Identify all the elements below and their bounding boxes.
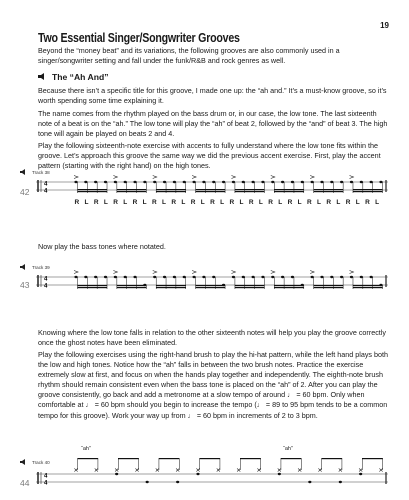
accent-mark: [231, 271, 235, 274]
sticking-letter: L: [375, 199, 380, 206]
note-beam: [274, 285, 304, 286]
sticking-row: [72, 199, 382, 209]
note-beam: [281, 458, 301, 459]
sticking-letter: L: [239, 199, 244, 206]
note-beam: [78, 285, 108, 286]
notation-staff-44: [36, 452, 388, 488]
note-head: [133, 181, 136, 183]
note-head: [330, 276, 333, 278]
note-head: [320, 276, 323, 278]
accent-mark: [113, 271, 117, 274]
note-head: [202, 276, 205, 278]
hihat-note: [115, 468, 118, 471]
section-title: The “Ah And”: [52, 72, 109, 82]
hihat-note: [379, 468, 382, 471]
note-beam: [117, 287, 147, 288]
note-head: [379, 181, 382, 183]
note-beam: [78, 287, 108, 288]
sticking-letter: R: [113, 199, 118, 206]
sticking-letter: R: [287, 199, 293, 206]
note-beam: [322, 458, 342, 459]
note-beam: [156, 285, 186, 286]
note-head: [360, 181, 363, 183]
note-beam: [196, 189, 226, 190]
body-paragraph: Because there isn’t a specific title for this groove, I made one up: the “ah and.” It’s a must-know groove, so it’s worth spending some time explaining it.: [38, 86, 387, 106]
hihat-note: [359, 468, 362, 471]
body-paragraph: Play the following sixteenth-note exercise with accents to fully understand where the low tone fits within the groove. Let’s approach this groove the same way we did the previous accent exercise. First, play the accent pattern (starting with the right hand) on the high tones.: [38, 141, 381, 171]
low-tone-note: [308, 481, 311, 483]
note-head: [163, 276, 166, 278]
example-number: 43: [20, 280, 30, 290]
note-head: [173, 181, 176, 183]
note-beam: [235, 189, 265, 190]
sticking-letter: R: [74, 199, 80, 206]
note-beam: [353, 287, 383, 288]
note-beam: [159, 458, 179, 459]
note-beam: [117, 189, 147, 190]
sticking-letter: L: [336, 199, 341, 206]
sticking-letter: L: [355, 199, 360, 206]
note-beam: [156, 191, 186, 192]
accent-mark: [74, 271, 78, 274]
note-head: [212, 276, 215, 278]
example-number: 42: [20, 187, 30, 197]
page-title: Two Essential Singer/Songwriter Grooves: [38, 30, 240, 45]
note-head: [251, 181, 254, 183]
body-paragraph: Play the following exercises using the right-hand brush to play the hi-hat pattern, while the left hand plays both the low and high tones. Notice how the “ah” falls in between the two brush notes. Practice the exercise extremely slow at first, and focus on when the hands play together and independently. The eighth-note brush rhythm should remain consistent even when the bass tone is placed on the “ah” of 2. After you can play the groove consistently, go back and add a metronome at a slow tempo of around ♩ = 60 bpm. Only when comfortable at ♩ = 60 bpm should you begin to increase the tempo (♩ = 89 to 95 bpm tends to be a common tempo for this groove). Work your way up from ♩ = 60 bpm in increments of 2 to 3 bpm.: [38, 350, 389, 420]
hihat-note: [196, 468, 199, 471]
high-tone-note: [196, 473, 199, 475]
hihat-note: [176, 468, 179, 471]
note-head: [232, 181, 235, 183]
note-head: [291, 181, 294, 183]
speaker-icon: [38, 73, 47, 80]
note-head: [350, 276, 353, 278]
body-paragraph: Knowing where the low tone falls in relation to the other sixteenth notes will help you play the groove correctly once the ghost notes have been eliminated.: [38, 328, 386, 348]
note-head: [311, 276, 314, 278]
page-number: 19: [380, 21, 389, 30]
sticking-letter: R: [171, 199, 177, 206]
note-head: [114, 276, 117, 278]
note-beam: [117, 191, 147, 192]
sticking-letter: R: [210, 199, 215, 206]
accent-mark: [271, 271, 275, 274]
high-tone-note: [115, 473, 118, 475]
sticking-letter: L: [278, 199, 283, 206]
note-head: [222, 181, 225, 183]
note-head: [74, 276, 77, 278]
notation-staff-43: [36, 270, 388, 292]
hihat-note: [74, 468, 77, 471]
note-beam: [353, 189, 383, 190]
note-head: [242, 181, 245, 183]
accent-mark: [74, 176, 78, 179]
note-head: [183, 276, 186, 278]
note-head: [143, 181, 146, 183]
hihat-note: [318, 468, 321, 471]
note-beam: [314, 191, 344, 192]
hihat-note: [217, 468, 220, 471]
note-head: [153, 181, 156, 183]
note-beam: [156, 189, 186, 190]
note-beam: [274, 287, 304, 288]
note-head: [340, 276, 343, 278]
note-head: [242, 276, 245, 278]
hihat-note: [95, 468, 98, 471]
note-head: [133, 276, 136, 278]
time-signature-bottom: 4: [44, 188, 48, 195]
note-beam: [240, 458, 260, 459]
note-head: [301, 181, 304, 183]
note-beam: [235, 191, 265, 192]
note-beam: [78, 191, 108, 192]
note-head: [192, 181, 195, 183]
sticking-letter: R: [248, 199, 254, 206]
hihat-note: [237, 468, 240, 471]
note-beam: [353, 285, 383, 286]
note-beam: [196, 287, 226, 288]
note-head: [281, 276, 284, 278]
note-head: [261, 181, 264, 183]
note-beam: [118, 458, 138, 459]
hihat-note: [278, 468, 281, 471]
note-head: [74, 181, 77, 183]
track-label: Track 38: [32, 170, 50, 175]
note-head: [124, 181, 127, 183]
note-head: [94, 276, 97, 278]
sticking-letter: L: [181, 199, 186, 206]
note-head: [163, 181, 166, 183]
note-beam: [117, 285, 147, 286]
note-head: [104, 181, 107, 183]
note-head: [330, 181, 333, 183]
accent-mark: [153, 271, 157, 274]
note-beam: [196, 191, 226, 192]
note-beam: [78, 189, 108, 190]
note-head: [153, 276, 156, 278]
note-head: [232, 276, 235, 278]
accent-mark: [231, 176, 235, 179]
note-head: [94, 181, 97, 183]
accent-mark: [349, 271, 353, 274]
sticking-letter: R: [306, 199, 312, 206]
hihat-note: [298, 468, 301, 471]
note-head: [370, 181, 373, 183]
note-beam: [235, 285, 265, 286]
note-beam: [274, 191, 304, 192]
hihat-note: [156, 468, 159, 471]
note-head: [192, 276, 195, 278]
note-head: [104, 276, 107, 278]
ah-annotation: “ah”: [81, 446, 91, 452]
sticking-letter: L: [123, 199, 128, 206]
hihat-note: [257, 468, 260, 471]
note-head: [251, 276, 254, 278]
sticking-letter: R: [93, 199, 99, 206]
note-head: [311, 181, 314, 183]
note-head: [84, 181, 87, 183]
intro-paragraph: Beyond the “money beat” and its variations, the following grooves are also commonly used in a singer/songwriter setting and fall under the funk/R&B and rock genres as well.: [38, 46, 340, 66]
sticking-letter: R: [132, 199, 138, 206]
note-head: [202, 181, 205, 183]
sticking-letter: L: [200, 199, 205, 206]
sticking-letter: L: [258, 199, 263, 206]
hihat-note: [339, 468, 342, 471]
track-label: Track 40: [32, 460, 50, 465]
body-paragraph: The name comes from the rhythm played on the bass drum or, in our case, the low tone. The last sixteenth note of a beat is on the “ah.” The low tone will play the “ah” of beat 2, followed by the “and” of beat 3. The high tone will again be played on beats 2 and 4.: [38, 109, 388, 139]
note-beam: [235, 287, 265, 288]
audio-track-icon: [20, 169, 28, 175]
accent-mark: [271, 176, 275, 179]
note-head: [320, 181, 323, 183]
accent-mark: [113, 176, 117, 179]
sticking-letter: R: [365, 199, 370, 206]
sticking-letter: L: [84, 199, 89, 206]
note-beam: [362, 458, 382, 459]
note-head: [271, 276, 274, 278]
time-signature-bottom: 4: [44, 480, 48, 487]
note-head: [84, 276, 87, 278]
note-beam: [274, 189, 304, 190]
ah-annotation: “ah”: [283, 446, 293, 452]
audio-track-icon: [20, 264, 28, 270]
sticking-letter: L: [220, 199, 225, 206]
low-tone-note: [146, 481, 149, 483]
note-beam: [314, 189, 344, 190]
accent-mark: [192, 271, 196, 274]
note-beam: [200, 458, 220, 459]
audio-track-icon: [20, 459, 28, 465]
sticking-letter: L: [297, 199, 302, 206]
sticking-letter: R: [326, 199, 332, 206]
sticking-letter: R: [268, 199, 273, 206]
note-head: [281, 181, 284, 183]
sticking-letter: R: [151, 199, 157, 206]
note-head: [114, 181, 117, 183]
note-head: [360, 276, 363, 278]
note-head: [291, 276, 294, 278]
sticking-letter: R: [229, 199, 235, 206]
note-beam: [156, 287, 186, 288]
low-tone-note: [339, 481, 342, 483]
time-signature-top: 4: [44, 181, 48, 188]
note-head: [261, 276, 264, 278]
time-signature-bottom: 4: [44, 283, 48, 290]
track-label: Track 39: [32, 265, 50, 270]
sticking-letter: L: [162, 199, 167, 206]
time-signature-top: 4: [44, 473, 48, 480]
high-tone-note: [359, 473, 362, 475]
instruction-text: Now play the bass tones where notated.: [38, 242, 166, 251]
note-head: [183, 181, 186, 183]
note-head: [212, 181, 215, 183]
note-head: [173, 276, 176, 278]
hihat-note: [135, 468, 138, 471]
sticking-letter: R: [345, 199, 351, 206]
accent-mark: [192, 176, 196, 179]
accent-mark: [310, 271, 314, 274]
note-head: [340, 181, 343, 183]
note-head: [370, 276, 373, 278]
high-tone-note: [278, 473, 281, 475]
sticking-letter: L: [103, 199, 108, 206]
time-signature-top: 4: [44, 276, 48, 283]
sticking-letter: R: [190, 199, 196, 206]
note-beam: [314, 285, 344, 286]
accent-mark: [310, 176, 314, 179]
accent-mark: [153, 176, 157, 179]
note-head: [271, 181, 274, 183]
sticking-letter: L: [317, 199, 322, 206]
note-head: [124, 276, 127, 278]
notation-staff-42: [36, 175, 388, 197]
note-head: [350, 181, 353, 183]
note-beam: [196, 285, 226, 286]
low-tone-note: [176, 481, 179, 483]
note-beam: [78, 458, 98, 459]
example-number: 44: [20, 478, 30, 488]
note-beam: [353, 191, 383, 192]
note-beam: [314, 287, 344, 288]
sticking-letter: L: [142, 199, 147, 206]
accent-mark: [349, 176, 353, 179]
